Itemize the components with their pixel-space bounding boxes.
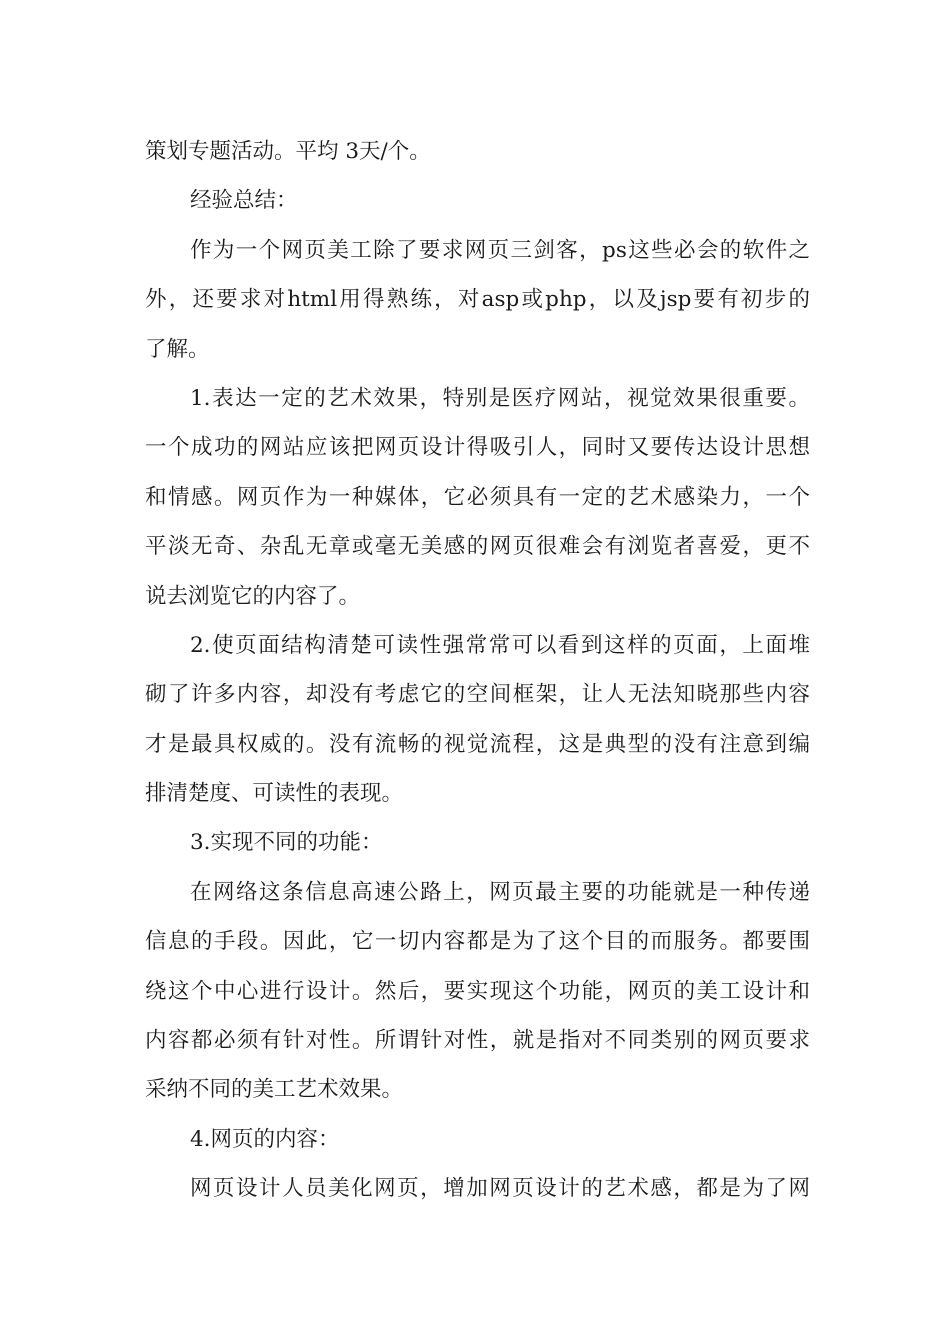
text-line: 作为一个网页美工除了要求网页三剑客，ps这些必会的软件之: [190, 237, 810, 263]
text-line: 排清楚度、可读性的表现。: [145, 781, 404, 807]
text-line: 在网络这条信息高速公路上，网页最主要的功能就是一种传递: [190, 879, 810, 905]
text-line: 内容都必须有针对性。所谓针对性，就是指对不同类别的网页要求: [145, 1028, 810, 1054]
text-line: 一个成功的网站应该把网页设计得吸引人，同时又要传达设计思想: [145, 435, 810, 461]
text-line: 和情感。网页作为一种媒体，它必须具有一定的艺术感染力，一个: [145, 484, 810, 510]
section-heading: 4.网页的内容：: [190, 1126, 340, 1152]
document-body: [145, 127, 810, 1214]
text-line: 信息的手段。因此，它一切内容都是为了这个目的而服务。都要围: [145, 929, 810, 955]
text-line: 网页设计人员美化网页，增加网页设计的艺术感，都是为了网: [190, 1176, 810, 1202]
text-line: 说去浏览它的内容了。: [145, 583, 361, 609]
text-line: 外，还要求对html用得熟练，对asp或php，以及jsp要有初步的: [145, 287, 810, 313]
text-line: 绕这个中心进行设计。然后，要实现这个功能，网页的美工设计和: [145, 978, 810, 1004]
text-line: 2.使页面结构清楚可读性强常常可以看到这样的页面，上面堆: [190, 632, 810, 658]
text-line: 砌了许多内容，却没有考虑它的空间框架，让人无法知晓那些内容: [145, 682, 810, 708]
text-line: 采纳不同的美工艺术效果。: [145, 1077, 404, 1103]
text-line: 才是最具权威的。没有流畅的视觉流程，这是典型的没有注意到编: [145, 731, 810, 757]
section-heading: 3.实现不同的功能：: [190, 830, 383, 856]
text-line: 了解。: [145, 336, 210, 362]
text-line: 策划专题活动。平均 3天/个。: [145, 139, 431, 164]
text-line: 1.表达一定的艺术效果，特别是医疗网站，视觉效果很重要。: [190, 385, 810, 411]
text-line: 平淡无奇、杂乱无章或毫无美感的网页很难会有浏览者喜爱，更不: [145, 534, 810, 560]
section-heading: 经验总结：: [190, 188, 298, 214]
